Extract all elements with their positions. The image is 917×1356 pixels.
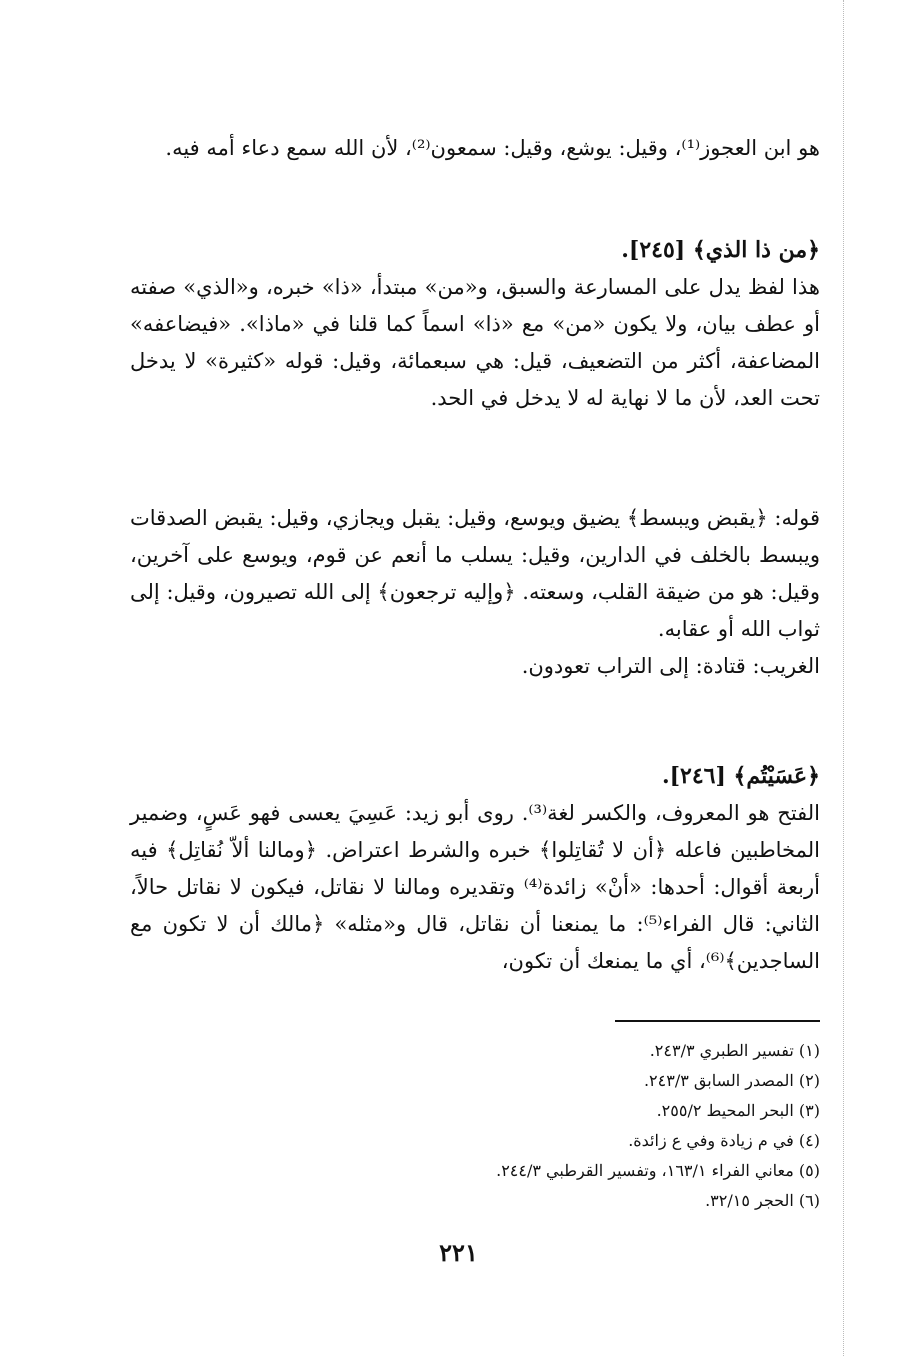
gharib-line: الغريب: قتادة: إلى التراب تعودون. bbox=[521, 654, 820, 678]
paragraph-text: قوله: ﴿يقبض ويبسط﴾ يضيق ويوسع، وقيل: يقبل ويجازي، وقيل: يقبض الصدقات ويبسط بالخلف في الدارين، وقيل: يسلب ما أنعم عن قوم، ويوسع على آخرين، وقيل: هو من ضيقة القلب، وسعته. ﴿وإليه ترجعون﴾ إلى الله تصيرون، وقيل: إلى ثواب الله أو عقابه. bbox=[130, 506, 820, 641]
footnote-item: (٥) معاني الفراء ١٦٣/١، وتفسير القرطبي ٢٤٤/٣. bbox=[496, 1161, 820, 1180]
paragraph-text: هذا لفظ يدل على المسارعة والسبق، و«من» مبتدأ، «ذا» خبره، و«الذي» صفته أو عطف بيان، ولا يكون «من» مع «ذا» اسماً كما قلنا في «ماذا». «فيضاعفه» المضاعفة، أكثر من التضعيف، قيل: هي سبعمائة، وقيل: قوله «كثيرة» لا يدخل تحت العد، لأن ما لا نهاية له لا يدخل في الحد. bbox=[130, 275, 820, 410]
footnote-item: (٣) البحر المحيط ٢٥٥/٢. bbox=[656, 1101, 820, 1120]
page-number: ٢٢١ bbox=[439, 1238, 478, 1267]
footnote-item: (٢) المصدر السابق ٢٤٣/٣. bbox=[643, 1071, 820, 1090]
opening-paragraph bbox=[130, 130, 820, 167]
footnote-item: (٦) الحجر ٣٢/١٥. bbox=[705, 1191, 820, 1210]
section-heading: ﴿عَسَيْتُم﴾ [٢٤٦]. bbox=[661, 763, 820, 789]
footnotes bbox=[380, 1036, 820, 1216]
paragraph-text: الفتح هو المعروف، والكسر لغة⁽³⁾. روى أبو زيد: عَسِيَ يعسى فهو عَسٍ، وضمير المخاطبين فاعله ﴿أن لا تُقاتِلوا﴾ خبره والشرط اعتراض. ﴿ومالنا ألاّ نُقاتِل﴾ فيه أربعة أقوال: أحدها: «أنْ» زائدة⁽⁴⁾ وتقديره ومالنا لا نقاتل، فيكون لا نقاتل حالاً، الثاني: قال الفراء⁽⁵⁾: ما يمنعنا أن نقاتل، قال و«مثله» ﴿مالك أن لا تكون مع الساجدين﴾⁽⁶⁾، أي ما يمنعك أن تكون، bbox=[130, 801, 821, 973]
footnote-item: (٤) في م زيادة وفي ع زائدة. bbox=[628, 1131, 820, 1150]
margin-dotted-line bbox=[843, 0, 844, 1356]
section-245 bbox=[130, 232, 820, 417]
paragraph-text: هو ابن العجوز⁽¹⁾، وقيل: يوشع، وقيل: سمعون⁽²⁾، لأن الله سمع دعاء أمه فيه. bbox=[165, 136, 820, 160]
section-heading: ﴿من ذا الذي﴾ [٢٤٥]. bbox=[621, 237, 820, 263]
section-246 bbox=[130, 758, 820, 980]
footnote-item: (١) تفسير الطبري ٢٤٣/٣. bbox=[649, 1041, 820, 1060]
section-qabd bbox=[130, 500, 820, 685]
footnote-divider bbox=[615, 1020, 820, 1022]
